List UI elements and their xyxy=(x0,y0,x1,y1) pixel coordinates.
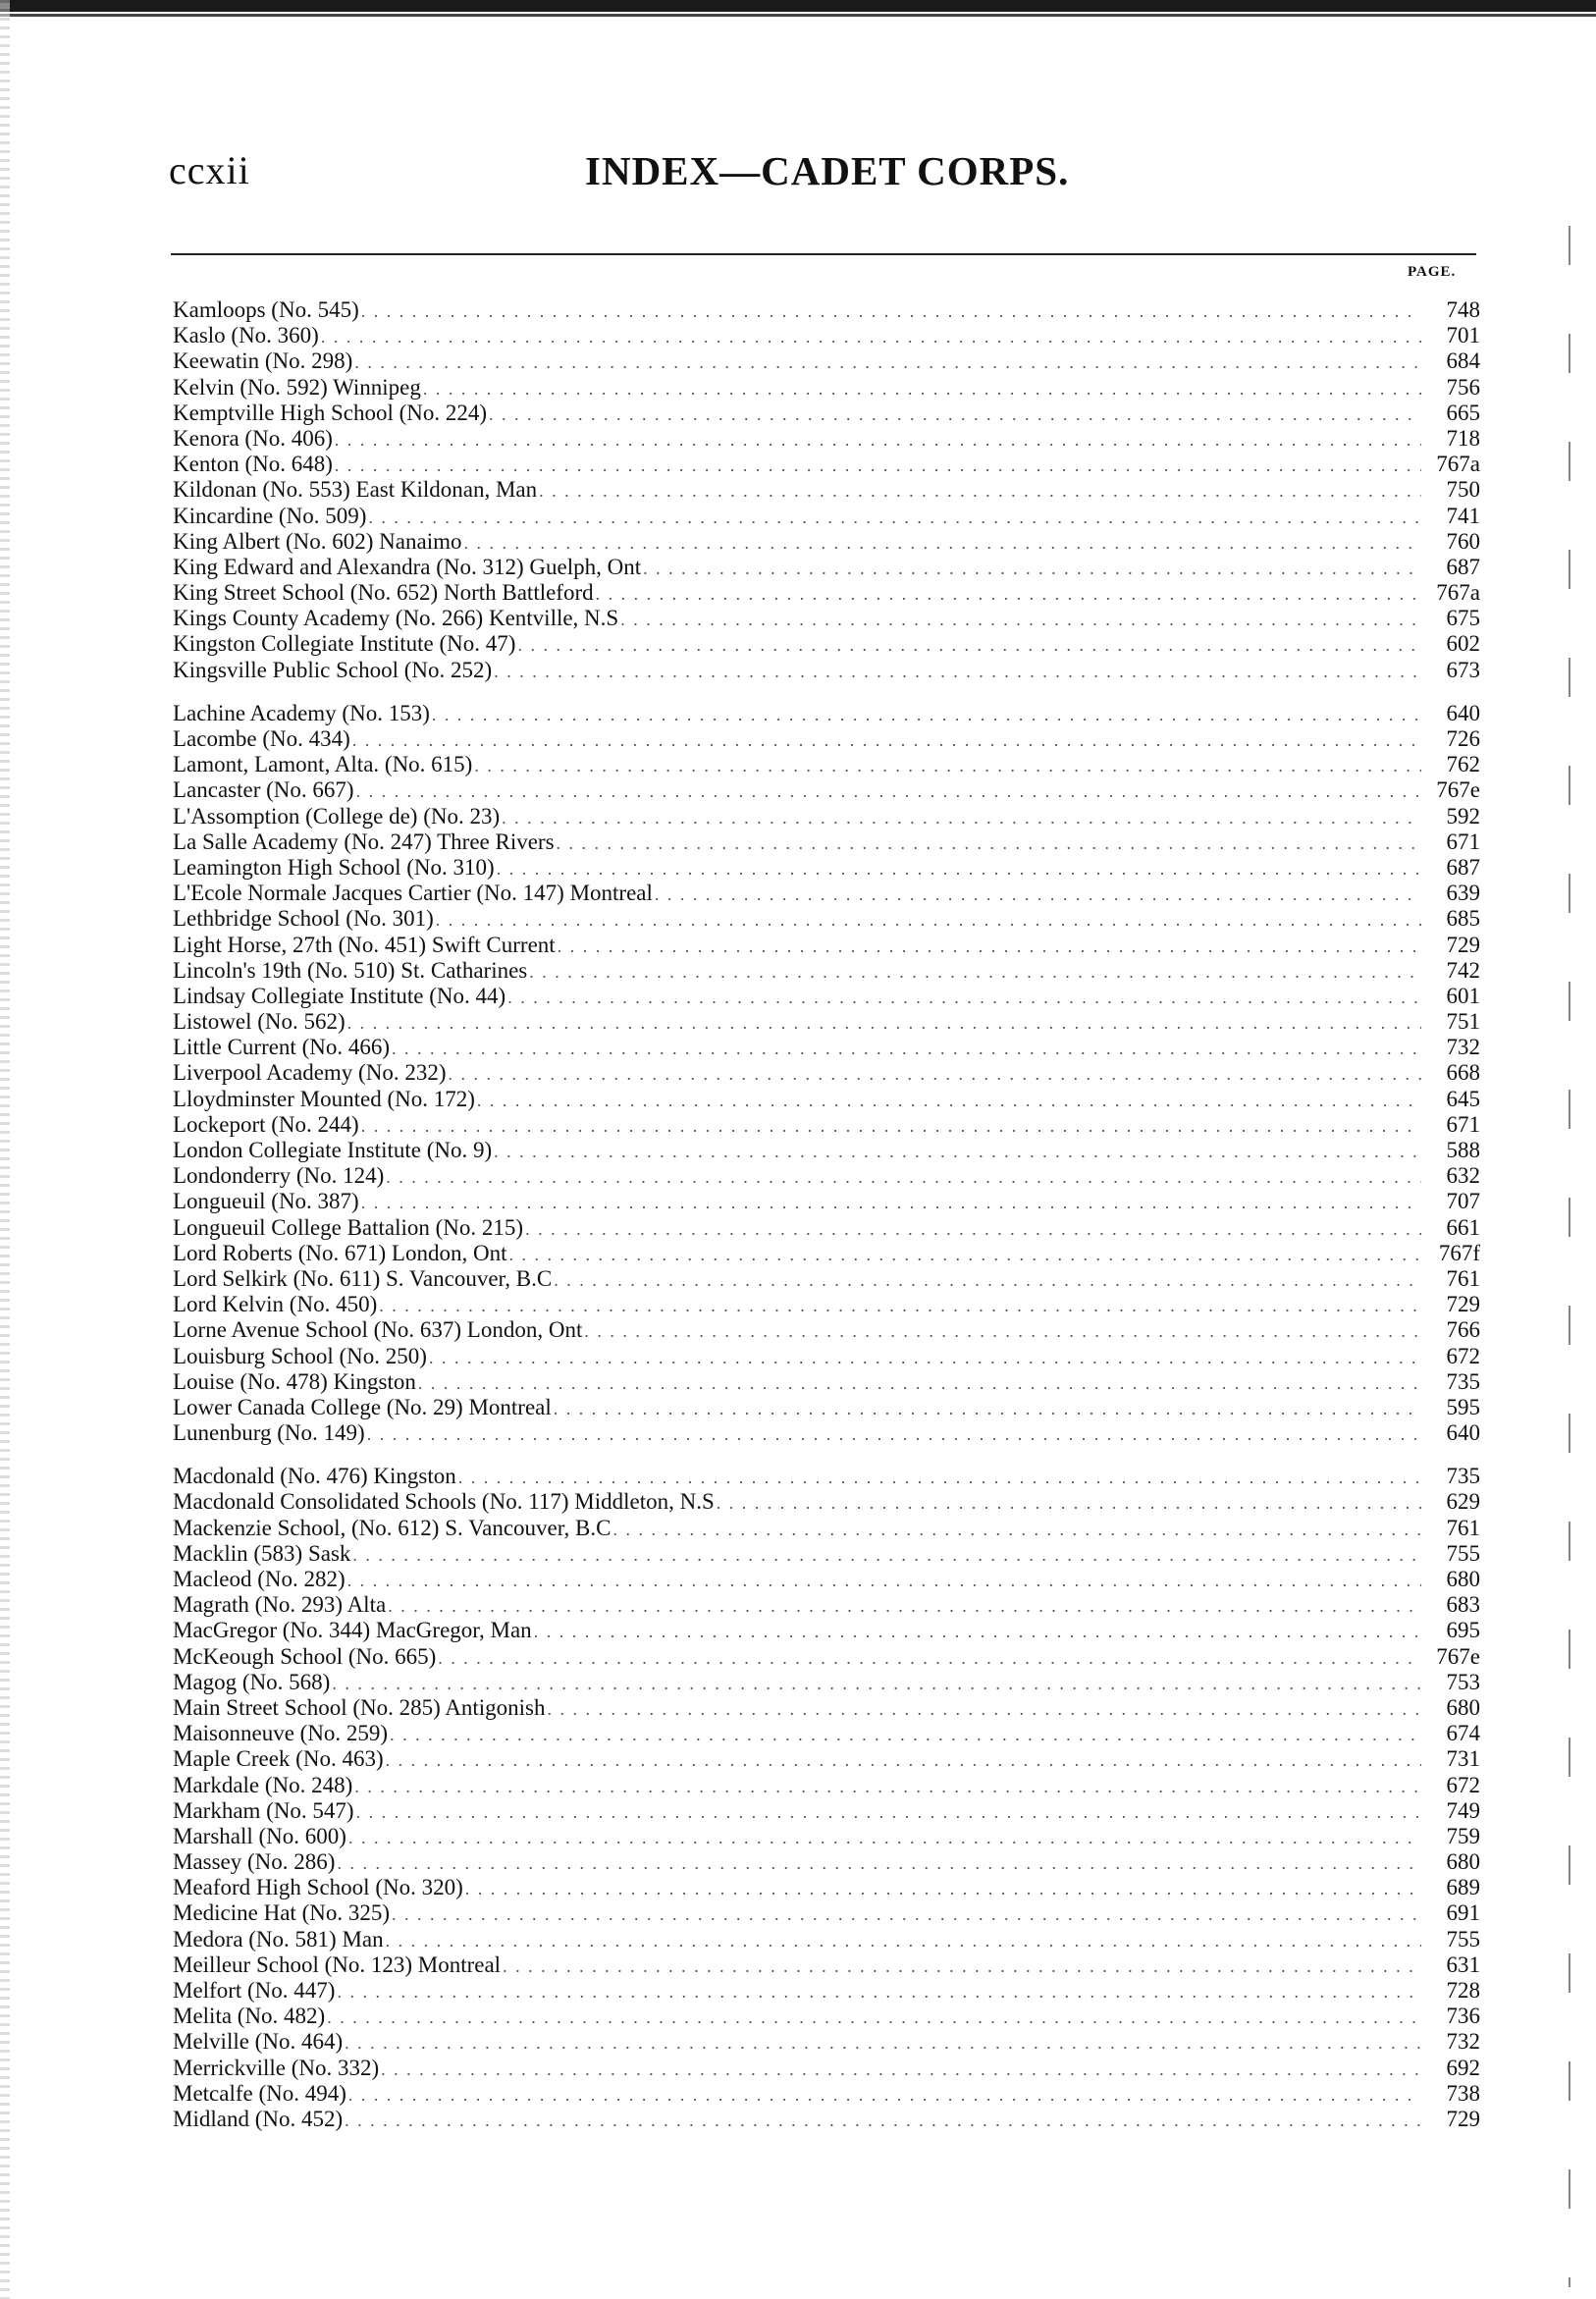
leader-dots xyxy=(497,856,1421,882)
entry-page-number: 759 xyxy=(1446,1823,1480,1848)
entry-page-number: 602 xyxy=(1446,631,1480,657)
entry-name: Macdonald (No. 476) Kingston xyxy=(173,1464,456,1489)
right-margin-marks xyxy=(1569,226,1570,2287)
index-entry xyxy=(173,726,1480,752)
leader-dots xyxy=(386,1164,1421,1190)
entry-page-number: 767e xyxy=(1436,1643,1480,1669)
page-column-label: PAGE. xyxy=(1408,264,1457,280)
entry-name: Liverpool Academy (No. 232) xyxy=(173,1060,447,1086)
index-entry xyxy=(173,504,1480,529)
leader-dots xyxy=(489,401,1421,427)
entry-name: Lord Selkirk (No. 611) S. Vancouver, B.C xyxy=(173,1265,553,1291)
leader-dots xyxy=(381,2057,1421,2082)
entry-page-number: 753 xyxy=(1446,1669,1480,1694)
index-entry xyxy=(173,375,1480,401)
entry-page-number: 692 xyxy=(1446,2055,1480,2080)
entry-page-number: 760 xyxy=(1446,528,1480,554)
index-entry xyxy=(173,1746,1480,1772)
index-entry xyxy=(173,777,1480,803)
leader-dots xyxy=(477,1088,1421,1113)
entry-page-number: 672 xyxy=(1446,1343,1480,1368)
entry-name: La Salle Academy (No. 247) Three Rivers xyxy=(173,829,555,854)
entry-name: Longueuil College Battalion (No. 215) xyxy=(173,1214,524,1240)
entry-page-number: 729 xyxy=(1446,932,1480,957)
entry-page-number: 687 xyxy=(1446,854,1480,880)
entry-name: Kincardine (No. 509) xyxy=(173,503,367,528)
leader-dots xyxy=(392,1036,1421,1061)
leader-dots xyxy=(620,607,1421,632)
index-entry xyxy=(173,297,1480,323)
entry-name: Lorne Avenue School (No. 637) London, Ont xyxy=(173,1317,583,1343)
entry-name: Kenton (No. 648) xyxy=(173,452,333,477)
entry-page-number: 685 xyxy=(1446,906,1480,932)
entry-page-number: 738 xyxy=(1446,2080,1480,2106)
leader-dots xyxy=(655,882,1421,907)
index-entry xyxy=(173,1489,1480,1515)
entry-name: Kings County Academy (No. 266) Kentville, N.S xyxy=(173,606,619,631)
leader-dots xyxy=(423,376,1421,401)
index-entry xyxy=(173,1721,1480,1746)
entry-name: Lockeport (No. 244) xyxy=(173,1111,359,1137)
entry-page-number: 736 xyxy=(1446,2004,1480,2029)
entry-page-number: 695 xyxy=(1446,1618,1480,1643)
entry-page-number: 735 xyxy=(1446,1368,1480,1394)
entry-name: Midland (No. 452) xyxy=(173,2106,344,2131)
entry-name: Meilleur School (No. 123) Montreal xyxy=(173,1951,502,1977)
leader-dots xyxy=(448,1061,1421,1087)
entry-name: Lord Kelvin (No. 450) xyxy=(173,1292,378,1317)
index-entry xyxy=(173,1849,1480,1875)
index-entry xyxy=(173,1292,1480,1317)
index-entry xyxy=(173,1138,1480,1163)
page-title: INDEX—CADET CORPS. xyxy=(585,148,1070,193)
entry-page-number: 629 xyxy=(1446,1489,1480,1515)
entry-page-number: 728 xyxy=(1446,1978,1480,2003)
entry-page-number: 684 xyxy=(1446,348,1480,374)
index-entry xyxy=(173,906,1480,932)
index-entry xyxy=(173,1369,1480,1395)
index-entry xyxy=(173,1927,1480,1952)
entry-name: MacGregor (No. 344) MacGregor, Man xyxy=(173,1618,532,1643)
leader-dots xyxy=(558,934,1421,959)
entry-page-number: 592 xyxy=(1446,803,1480,829)
entry-page-number: 671 xyxy=(1446,1111,1480,1137)
entry-name: Lindsay Collegiate Institute (No. 44) xyxy=(173,983,506,1008)
entry-page-number: 767f xyxy=(1438,1240,1480,1265)
index-entry xyxy=(173,529,1480,555)
index-entry xyxy=(173,1317,1480,1343)
entry-name: Lord Roberts (No. 671) London, Ont xyxy=(173,1240,507,1265)
entry-page-number: 767a xyxy=(1436,452,1480,477)
entry-page-number: 687 xyxy=(1446,554,1480,579)
entry-name: Kingston Collegiate Institute (No. 47) xyxy=(173,631,516,657)
entry-name: Melita (No. 482) xyxy=(173,2004,326,2029)
entry-page-number: 755 xyxy=(1446,1926,1480,1951)
entry-page-number: 689 xyxy=(1446,1875,1480,1900)
leader-dots xyxy=(388,1593,1421,1619)
index-entry xyxy=(173,477,1480,503)
entry-name: Melville (No. 464) xyxy=(173,2029,344,2055)
entry-page-number: 748 xyxy=(1446,297,1480,322)
index-entry xyxy=(173,1618,1480,1643)
entry-page-number: 766 xyxy=(1446,1317,1480,1343)
index-entry xyxy=(173,2081,1480,2107)
entry-page-number: 661 xyxy=(1446,1214,1480,1240)
entry-name: Kemptville High School (No. 224) xyxy=(173,400,488,425)
index-entry xyxy=(173,1060,1480,1086)
entry-page-number: 756 xyxy=(1446,374,1480,400)
entry-name: Main Street School (No. 285) Antigonish xyxy=(173,1694,546,1720)
entry-name: Magrath (No. 293) Alta xyxy=(173,1592,387,1618)
index-entry xyxy=(173,348,1480,374)
index-entry xyxy=(173,1344,1480,1369)
entry-name: Lacombe (No. 434) xyxy=(173,726,350,751)
index-entry xyxy=(173,1900,1480,1926)
entry-name: Lamont, Lamont, Alta. (No. 615) xyxy=(173,752,473,777)
entry-page-number: 707 xyxy=(1446,1189,1480,1214)
entry-page-number: 729 xyxy=(1446,1292,1480,1317)
leader-dots xyxy=(436,907,1421,933)
leader-dots xyxy=(354,1774,1421,1799)
index-entry xyxy=(173,1644,1480,1670)
leader-dots xyxy=(347,1568,1421,1593)
entry-name: Lachine Academy (No. 153) xyxy=(173,700,430,725)
index-entry xyxy=(173,1773,1480,1798)
leader-dots xyxy=(361,298,1421,324)
leader-dots xyxy=(547,1696,1421,1722)
index-entry xyxy=(173,804,1480,829)
top-border-rule xyxy=(0,0,1596,12)
entry-page-number: 601 xyxy=(1446,983,1480,1008)
entry-name: Leamington High School (No. 310) xyxy=(173,854,495,880)
leader-dots xyxy=(392,1901,1421,1927)
leader-dots xyxy=(367,1421,1421,1447)
index-entry xyxy=(173,1978,1480,2004)
entry-page-number: 631 xyxy=(1446,1951,1480,1977)
leader-dots xyxy=(465,1876,1421,1901)
leader-dots xyxy=(474,753,1421,778)
index-entry xyxy=(173,426,1480,452)
entry-name: Medora (No. 581) Man xyxy=(173,1926,384,1951)
leader-dots xyxy=(529,959,1421,985)
index-entry xyxy=(173,933,1480,958)
leader-dots xyxy=(458,1465,1421,1490)
entry-page-number: 761 xyxy=(1446,1515,1480,1540)
entry-page-number: 671 xyxy=(1446,829,1480,854)
index-entry xyxy=(173,1087,1480,1112)
leader-dots xyxy=(584,1318,1421,1344)
entry-page-number: 683 xyxy=(1446,1592,1480,1618)
leader-dots xyxy=(361,1113,1421,1139)
leader-dots xyxy=(643,556,1421,581)
index-entry xyxy=(173,2004,1480,2029)
entry-page-number: 741 xyxy=(1446,503,1480,528)
leader-dots xyxy=(345,2108,1421,2133)
index-entry xyxy=(173,1009,1480,1035)
leader-dots xyxy=(332,1671,1421,1696)
entry-page-number: 680 xyxy=(1446,1694,1480,1720)
entry-name: Macklin (583) Sask xyxy=(173,1540,351,1566)
index-entry xyxy=(173,580,1480,606)
entry-page-number: 691 xyxy=(1446,1900,1480,1926)
leader-dots xyxy=(494,659,1421,684)
entry-page-number: 701 xyxy=(1446,323,1480,348)
entry-name: Macdonald Consolidated Schools (No. 117) Middleton, N.S xyxy=(173,1489,715,1515)
leader-dots xyxy=(386,1928,1421,1953)
leader-dots xyxy=(390,1722,1421,1747)
leader-dots xyxy=(337,1850,1421,1876)
index-entry xyxy=(173,1541,1480,1567)
index-entry xyxy=(173,1952,1480,1978)
leader-dots xyxy=(348,1825,1421,1850)
leader-dots xyxy=(525,1216,1421,1242)
entry-page-number: 726 xyxy=(1446,726,1480,751)
leader-dots xyxy=(356,1799,1421,1825)
entry-name: Maisonneuve (No. 259) xyxy=(173,1721,389,1746)
index-entry xyxy=(173,631,1480,657)
index-entry xyxy=(173,1215,1480,1241)
leader-dots xyxy=(368,505,1421,530)
index-entry xyxy=(173,401,1480,426)
index-entries xyxy=(173,297,1480,2132)
entry-page-number: 632 xyxy=(1446,1163,1480,1189)
index-entry xyxy=(173,1241,1480,1266)
index-entry xyxy=(173,829,1480,855)
entry-name: Kildonan (No. 553) East Kildonan, Man xyxy=(173,477,538,503)
entry-name: King Edward and Alexandra (No. 312) Guelph, Ont xyxy=(173,554,642,579)
index-entry xyxy=(173,2056,1480,2081)
index-entry xyxy=(173,958,1480,984)
entry-page-number: 762 xyxy=(1446,752,1480,777)
entry-name: Metcalfe (No. 494) xyxy=(173,2080,346,2106)
leader-dots xyxy=(432,702,1421,727)
entry-name: McKeough School (No. 665) xyxy=(173,1643,437,1669)
leader-dots xyxy=(327,2005,1421,2030)
leader-dots xyxy=(507,985,1421,1010)
leader-dots xyxy=(356,778,1421,804)
entry-page-number: 640 xyxy=(1446,700,1480,725)
leader-dots xyxy=(503,1953,1421,1979)
entry-name: Markham (No. 547) xyxy=(173,1797,354,1823)
entry-name: Massey (No. 286) xyxy=(173,1849,336,1875)
entry-name: Listowel (No. 562) xyxy=(173,1009,346,1035)
entry-name: Medicine Hat (No. 325) xyxy=(173,1900,390,1926)
index-entry xyxy=(173,606,1480,631)
leader-dots xyxy=(379,1293,1421,1318)
entry-page-number: 672 xyxy=(1446,1772,1480,1797)
leader-dots xyxy=(345,2030,1421,2056)
leader-dots xyxy=(361,1190,1421,1215)
entry-name: Londonderry (No. 124) xyxy=(173,1163,385,1189)
entry-name: Keewatin (No. 298) xyxy=(173,348,353,374)
leader-dots xyxy=(321,324,1421,349)
entry-page-number: 640 xyxy=(1446,1420,1480,1446)
entry-name: Lincoln's 19th (No. 510) St. Catharines xyxy=(173,957,528,983)
entry-page-number: 742 xyxy=(1446,957,1480,983)
index-entry xyxy=(173,555,1480,580)
index-entry xyxy=(173,1395,1480,1420)
entry-page-number: 665 xyxy=(1446,400,1480,425)
entry-name: Little Current (No. 466) xyxy=(173,1035,391,1060)
entry-name: Markdale (No. 248) xyxy=(173,1772,353,1797)
leader-dots xyxy=(354,349,1421,375)
index-entry xyxy=(173,1464,1480,1489)
index-entry xyxy=(173,881,1480,906)
entry-name: Longueuil (No. 387) xyxy=(173,1189,359,1214)
index-entry xyxy=(173,855,1480,881)
entry-page-number: 735 xyxy=(1446,1464,1480,1489)
entry-page-number: 729 xyxy=(1446,2106,1480,2131)
index-entry xyxy=(173,1695,1480,1721)
entry-name: Melfort (No. 447) xyxy=(173,1978,336,2003)
entry-name: Mackenzie School, (No. 612) S. Vancouver, B.C xyxy=(173,1515,612,1540)
index-entry xyxy=(173,1875,1480,1900)
entry-page-number: 751 xyxy=(1446,1009,1480,1035)
entry-name: Kelvin (No. 592) Winnipeg xyxy=(173,374,421,400)
index-entry xyxy=(173,1798,1480,1824)
leader-dots xyxy=(335,453,1421,478)
leader-dots xyxy=(386,1747,1421,1773)
index-entry xyxy=(173,1420,1480,1446)
index-entry xyxy=(173,752,1480,777)
entry-name: Light Horse, 27th (No. 451) Swift Current xyxy=(173,932,556,957)
entry-page-number: 639 xyxy=(1446,881,1480,906)
entry-name: Kamloops (No. 545) xyxy=(173,297,359,322)
entry-name: Lunenburg (No. 149) xyxy=(173,1420,365,1446)
entry-page-number: 588 xyxy=(1446,1138,1480,1162)
entry-name: Merrickville (No. 332) xyxy=(173,2055,380,2080)
index-entry xyxy=(173,1670,1480,1695)
entry-name: London Collegiate Institute (No. 9) xyxy=(173,1138,493,1162)
entry-name: Maple Creek (No. 463) xyxy=(173,1746,384,1772)
entry-page-number: 675 xyxy=(1446,606,1480,631)
entry-name: L'Assomption (College de) (No. 23) xyxy=(173,803,501,829)
entry-name: Lloydminster Mounted (No. 172) xyxy=(173,1086,475,1111)
index-entry xyxy=(173,1516,1480,1541)
index-entry xyxy=(173,2107,1480,2132)
leader-dots xyxy=(429,1345,1421,1370)
index-entry xyxy=(173,1567,1480,1592)
entry-page-number: 645 xyxy=(1446,1086,1480,1111)
leader-dots xyxy=(337,1979,1421,2005)
index-entry xyxy=(173,701,1480,726)
index-entry xyxy=(173,1189,1480,1214)
binding-edge xyxy=(0,0,10,2299)
entry-page-number: 761 xyxy=(1446,1265,1480,1291)
index-entry xyxy=(173,1112,1480,1138)
entry-page-number: 668 xyxy=(1446,1060,1480,1086)
leader-dots xyxy=(554,1267,1421,1293)
entry-name: Kingsville Public School (No. 252) xyxy=(173,657,493,682)
entry-page-number: 732 xyxy=(1446,1035,1480,1060)
entry-page-number: 750 xyxy=(1446,477,1480,503)
leader-dots xyxy=(554,1396,1421,1421)
index-entry xyxy=(173,323,1480,348)
entry-page-number: 767a xyxy=(1436,580,1480,606)
entry-page-number: 680 xyxy=(1446,1567,1480,1591)
leader-dots xyxy=(335,427,1421,453)
index-entry xyxy=(173,984,1480,1009)
entry-name: Lancaster (No. 667) xyxy=(173,777,354,803)
leader-dots xyxy=(348,2082,1421,2108)
entry-page-number: 595 xyxy=(1446,1394,1480,1419)
index-entry xyxy=(173,1592,1480,1618)
entry-name: Louisburg School (No. 250) xyxy=(173,1343,427,1368)
entry-name: Lethbridge School (No. 301) xyxy=(173,906,434,932)
leader-dots xyxy=(717,1490,1421,1516)
entry-page-number: 680 xyxy=(1446,1849,1480,1875)
entry-name: Lower Canada College (No. 29) Montreal xyxy=(173,1394,552,1419)
entry-name: Louise (No. 478) Kingston xyxy=(173,1368,416,1394)
index-entry xyxy=(173,1824,1480,1849)
page-folio: ccxii xyxy=(169,148,250,192)
leader-dots xyxy=(517,632,1421,658)
index-entry xyxy=(173,1163,1480,1189)
entry-name: L'Ecole Normale Jacques Cartier (No. 147) Montreal xyxy=(173,881,653,906)
index-entry xyxy=(173,452,1480,477)
leader-dots xyxy=(596,581,1421,607)
entry-name: King Street School (No. 652) North Battleford xyxy=(173,580,594,606)
leader-dots xyxy=(612,1517,1421,1542)
top-border-rule-thin xyxy=(0,14,1596,17)
entry-page-number: 673 xyxy=(1446,657,1480,682)
entry-name: Macleod (No. 282) xyxy=(173,1567,346,1591)
leader-dots xyxy=(438,1645,1421,1671)
leader-dots xyxy=(347,1010,1421,1036)
leader-dots xyxy=(509,1242,1422,1267)
leader-dots xyxy=(352,727,1421,753)
entry-name: Kaslo (No. 360) xyxy=(173,323,319,348)
entry-page-number: 755 xyxy=(1446,1540,1480,1566)
entry-page-number: 718 xyxy=(1446,425,1480,451)
entry-name: Kenora (No. 406) xyxy=(173,425,333,451)
leader-dots xyxy=(494,1139,1421,1164)
leader-dots xyxy=(534,1619,1421,1644)
entry-name: Meaford High School (No. 320) xyxy=(173,1875,463,1900)
entry-name: King Albert (No. 602) Nanaimo xyxy=(173,528,462,554)
leader-dots xyxy=(463,530,1421,556)
leader-dots xyxy=(557,830,1421,856)
entry-name: Magog (No. 568) xyxy=(173,1669,331,1694)
index-entry xyxy=(173,658,1480,683)
leader-dots xyxy=(502,805,1421,830)
entry-page-number: 674 xyxy=(1446,1721,1480,1746)
leader-dots xyxy=(418,1370,1421,1396)
entry-name: Marshall (No. 600) xyxy=(173,1823,346,1848)
leader-dots xyxy=(539,478,1421,504)
index-entry xyxy=(173,1266,1480,1292)
title-rule xyxy=(171,253,1476,255)
entry-page-number: 732 xyxy=(1446,2029,1480,2055)
leader-dots xyxy=(352,1542,1421,1568)
entry-page-number: 767e xyxy=(1436,777,1480,803)
entry-page-number: 749 xyxy=(1446,1797,1480,1823)
entry-page-number: 731 xyxy=(1446,1746,1480,1772)
index-entry xyxy=(173,2029,1480,2055)
index-entry xyxy=(173,1035,1480,1060)
